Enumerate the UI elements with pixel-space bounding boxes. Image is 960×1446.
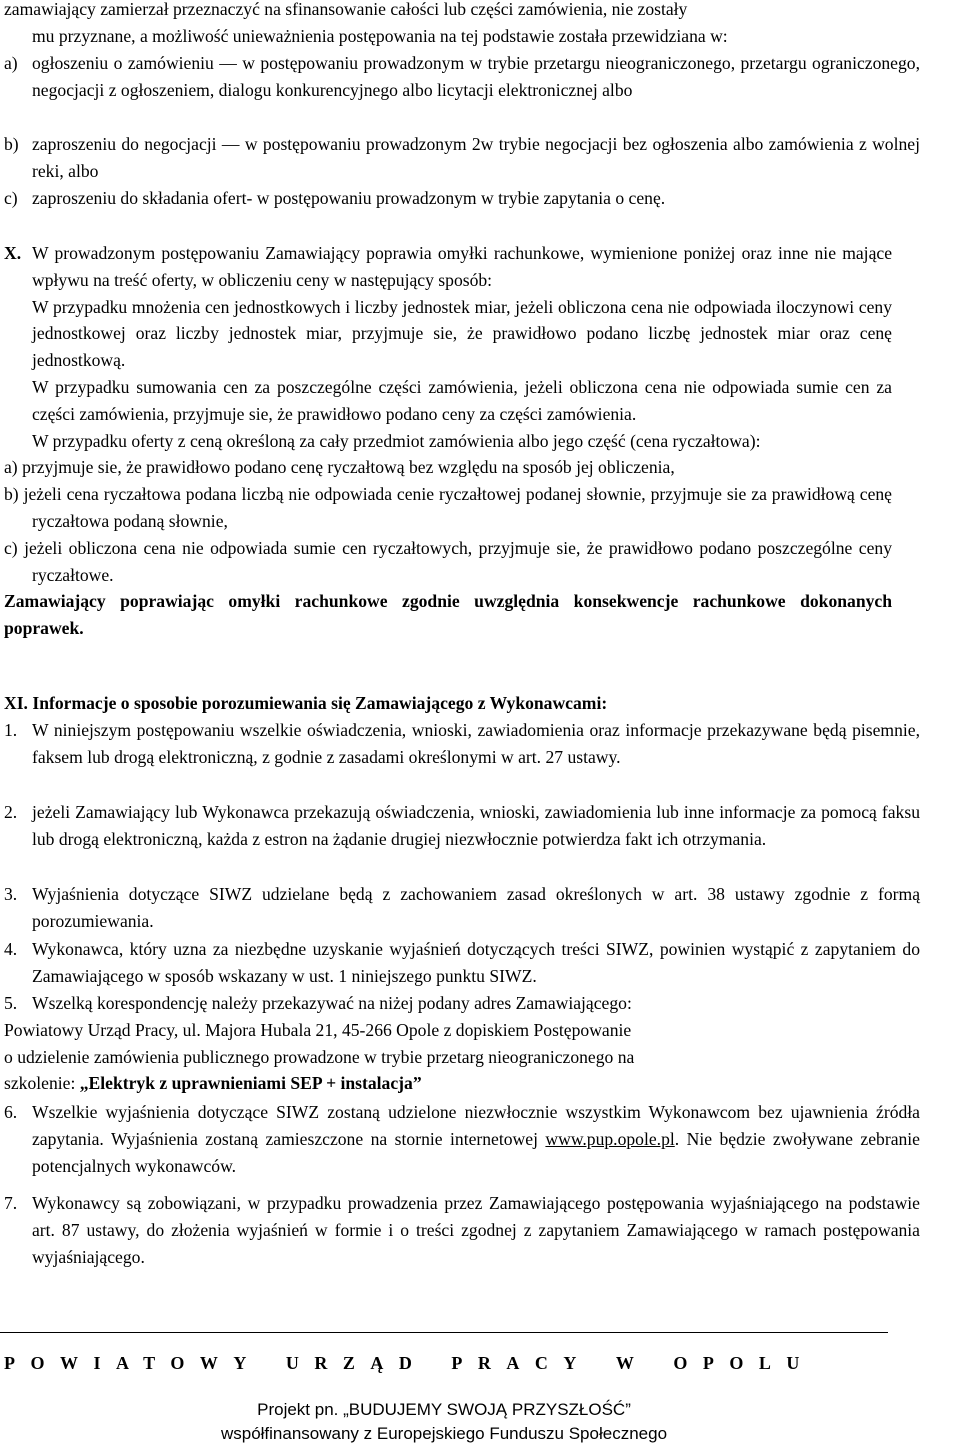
intro-line-1: zamawiający zamierzał przeznaczyć na sfinansowanie całości lub części zamówienia, nie zostały (4, 0, 688, 19)
section-x-p4: W przypadku oferty z ceną określoną za cały przedmiot zamówienia albo jego część (cena ryczałtowa): (32, 430, 761, 451)
section-x-item-a: a) przyjmuje sie, że prawidłowo podano cenę ryczałtową bez względu na sposób jej obliczenia, (4, 457, 675, 478)
item-number: 3. (4, 884, 18, 904)
item-text: W niniejszym postępowaniu wszelkie oświadczenia, wnioski, zawiadomienia oraz informacje przekazywane będą pisemnie, faksem lub drogą elektroniczną, z godnie z zasadami określonymi w art. 27 ustawy. (32, 720, 920, 767)
section-x-item-c: c) jeżeli obliczona cena nie odpowiada sumie cen ryczałtowych, przyjmuje sie, że prawidłowo podano poszczególne ceny ryczałtowe. (4, 537, 892, 585)
list-item-c (4, 185, 920, 212)
section-x-p2: W przypadku mnożenia cen jednostkowych i liczby jednostek miar, jeżeli obliczona cena nie odpowiada iloczynowi ceny jednostkowej oraz liczby jednostek miar, przyjmuje sie, że prawidłowo podano liczbę jednostek miar oraz cenę jednostkową. (32, 296, 892, 371)
footer-divider (0, 1332, 888, 1333)
item-text: Wyjaśnienia dotyczące SIWZ udzielane będą z zachowaniem zasad określonych w art. 38 ustawy zgodnie z formą porozumiewania. (32, 884, 920, 931)
item-line-1: Wszelką korespondencję należy przekazywać na niżej podany adres Zamawiającego: (32, 993, 632, 1013)
section-x-bold-note: Zamawiający poprawiając omyłki rachunkowe zgodnie uwzględnia konsekwencje rachunkowe dokonanych poprawek. (4, 591, 892, 639)
item-line-4 (4, 1070, 920, 1097)
section-x-intro (4, 240, 892, 294)
xi-item-6 (4, 1099, 920, 1179)
xi-item-3 (4, 881, 920, 935)
item-number: 4. (4, 939, 18, 959)
list-item-b (4, 131, 920, 185)
list-item-a (4, 50, 920, 104)
section-x-item-b: b) jeżeli cena ryczałtowa podana liczbą nie odpowiada cenie ryczałtowej podanej słownie, przyjmuje sie za prawidłową cenę ryczałtowa podaną słownie, (4, 484, 892, 531)
item-text: zaproszeniu do składania ofert- w postępowaniu prowadzonym w trybie zapytania o cenę. (32, 188, 666, 208)
xi-item-7 (4, 1190, 920, 1270)
item-line-2: Powiatowy Urząd Pracy, ul. Majora Hubala 21, 45-266 Opole z dopiskiem Postępowanie (4, 1019, 632, 1040)
intro-paragraph (4, 0, 892, 50)
website-link[interactable]: www.pup.opole.pl (545, 1128, 675, 1149)
footer-organization: POWIATOWY URZĄD PRACY W OPOLU (4, 1353, 815, 1373)
item-number: 2. (4, 802, 18, 822)
section-x-p3: W przypadku sumowania cen za poszczególne części zamówienia, jeżeli obliczona cena nie odpowiada sumie cen za części zamówienia, przyjmuje sie, że prawidłowo podano ceny za części zamówienia. (32, 376, 892, 424)
item-text-after: . Nie będzie zwoływane zebranie potencjalnych wykonawców. (32, 1128, 920, 1176)
footer-project (0, 1398, 888, 1446)
intro-line-2: mu przyznane, a możliwość unieważnienia postępowania na tej podstawie została przewidziana w: (32, 25, 728, 46)
item-number: 1. (4, 720, 18, 740)
training-name: „Elektryk z uprawnieniami SEP + instalacja” (79, 1073, 422, 1094)
item-line-3: o udzielenie zamówienia publicznego prowadzone w trybie przetarg nieograniczonego na (4, 1046, 635, 1067)
item-text: ogłoszeniu o zamówieniu — w postępowaniu prowadzonym w trybie przetargu nieograniczonego, przetargu ograniczonego, negocjacji z ogłoszeniem, dialogu konkurencyjnego albo licytacji elektronicznej albo (32, 53, 920, 100)
cofinance-note: współfinansowany z Europejskiego Funduszu Społecznego (220, 1424, 668, 1443)
item-text-before: Wszelkie wyjaśnienia dotyczące SIWZ zostaną udzielone niezwłocznie wszystkim Wykonawcom bez ujawnienia źródła zapytania. Wyjaśnienia zostaną zamieszczone na stornie internetowej (32, 1102, 920, 1149)
item-number: 6. (4, 1102, 18, 1122)
xi-item-1 (4, 717, 920, 771)
section-x-p1: W prowadzonym postępowaniu Zamawiający poprawia omyłki rachunkowe, wymienione poniżej oraz inne nie mające wpływu na treść oferty, w obliczeniu ceny w następujący sposób: (32, 243, 892, 290)
xi-item-5 (4, 990, 920, 1097)
item-text: jeżeli Zamawiający lub Wykonawca przekazują oświadczenia, wnioski, zawiadomienia lub inne informacje za pomocą faksu lub drogą elektroniczną, każda z estron na żądanie drugiej niezwłocznie potwierdza fakt ich otrzymania. (32, 802, 920, 849)
item-text: Wykonawcy są zobowiązani, w przypadku prowadzenia przez Zamawiającego postępowania wyjaśniającego na podstawie art. 87 ustawy, do złożenia wyjaśnień w formie i o treści zgodnej z zapytaniem Zamawiającego w ramach postępowania wyjaśniającego. (32, 1193, 920, 1267)
item-line-4-prefix: szkolenie: (4, 1073, 80, 1094)
item-number: 7. (4, 1193, 18, 1213)
item-label: b) (4, 134, 19, 154)
item-text: Wykonawca, który uzna za niezbędne uzyskanie wyjaśnień dotyczących treści SIWZ, powinien wystąpić z zapytaniem do Zamawiającego w sposób wskazany w ust. 1 niniejszego punktu SIWZ. (32, 939, 920, 986)
project-name: Projekt pn. „BUDUJEMY SWOJĄ PRZYSZŁOŚĆ” (257, 1400, 631, 1419)
xi-item-2 (4, 799, 920, 853)
section-xi-heading: XI. Informacje o sposobie porozumiewania się Zamawiającego z Wykonawcami: (4, 693, 608, 713)
item-number: 5. (4, 993, 18, 1013)
item-label: c) (4, 188, 18, 208)
item-text: zaproszeniu do negocjacji — w postępowaniu prowadzonym 2w trybie negocjacji bez ogłoszenia albo zamówienia z wolnej reki, albo (32, 134, 920, 181)
section-x (4, 240, 892, 642)
item-label: a) (4, 53, 18, 73)
section-x-label: X. (4, 243, 22, 263)
xi-item-4 (4, 936, 920, 990)
